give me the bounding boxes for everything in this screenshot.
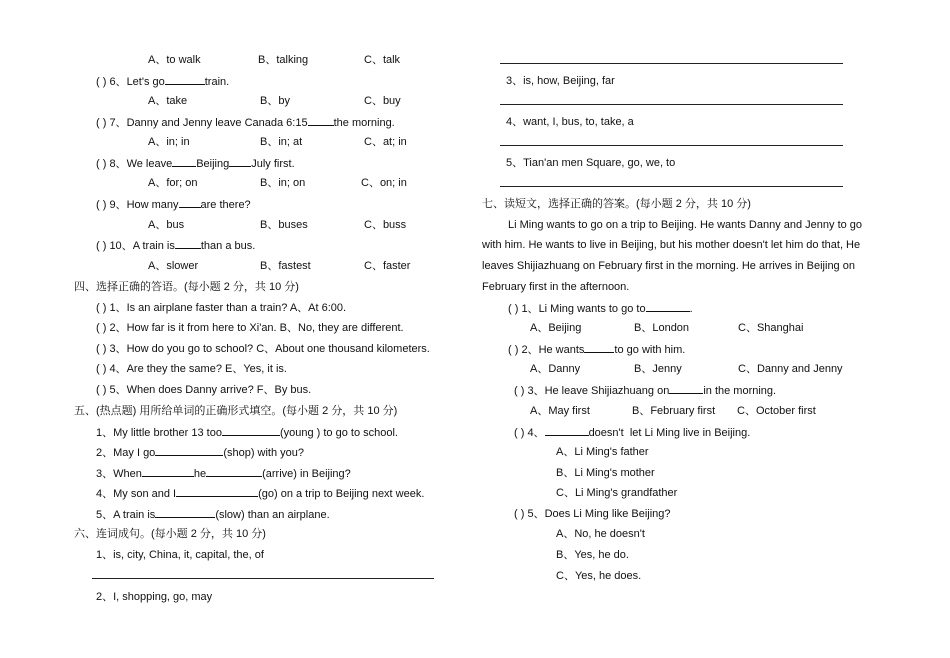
section-6-title: 六、连词成句。(每小题 2 分，共 10 分) bbox=[74, 528, 266, 540]
q10-opt-b: B、fastest bbox=[260, 260, 311, 272]
answer-paren: ( ) 1、 bbox=[96, 302, 127, 314]
sec4-item: ( ) 3、How do you go to school? C、About one thousand kilometers. bbox=[96, 343, 430, 355]
q5-opt-a: A、to walk bbox=[148, 54, 201, 66]
fill-blank[interactable] bbox=[155, 445, 223, 456]
answer-paren: ( ) 7、 bbox=[96, 117, 127, 129]
rq4-opt-c: C、Li Ming's grandfather bbox=[556, 487, 678, 499]
fill-blank[interactable] bbox=[175, 238, 201, 249]
rq2-opt-a: A、Danny bbox=[530, 363, 581, 375]
q6-opt-b: B、by bbox=[260, 95, 290, 107]
answer-line[interactable] bbox=[500, 104, 843, 105]
fill-blank[interactable] bbox=[646, 301, 690, 312]
passage-line: leaves Shijiazhuang on February first in the morning. He arrives in Beijing on bbox=[482, 260, 855, 272]
answer-paren: ( ) 5、 bbox=[96, 384, 127, 396]
answer-line[interactable] bbox=[500, 186, 843, 187]
question-8: ( ) 8、We leave Beijing July first. bbox=[96, 158, 295, 170]
reading-question-1: ( ) 1、Li Ming wants to go to . bbox=[508, 303, 693, 315]
fill-blank[interactable] bbox=[669, 383, 703, 394]
question-6: ( ) 6、Let's go train. bbox=[96, 76, 230, 88]
rq5-opt-b: B、Yes, he do. bbox=[556, 549, 629, 561]
answer-paren: ( ) 10、 bbox=[96, 240, 133, 252]
sec5-item: 3、When he (arrive) in Beijing? bbox=[96, 468, 351, 480]
rq5-opt-c: C、Yes, he does. bbox=[556, 570, 642, 582]
sec5-item: 5、A train is (slow) than an airplane. bbox=[96, 509, 330, 521]
sec4-item: ( ) 2、How far is it from here to Xi'an. B、No, they are different. bbox=[96, 322, 404, 334]
fill-blank[interactable] bbox=[179, 197, 201, 208]
reading-question-3: ( ) 3、He leave Shijiazhuang on in the morning. bbox=[514, 385, 777, 397]
sec6-item-1: 1、is, city, China, it, capital, the, of bbox=[96, 549, 264, 561]
sec4-item: ( ) 1、Is an airplane faster than a train? A、At 6:00. bbox=[96, 302, 347, 314]
question-9: ( ) 9、How many are there? bbox=[96, 199, 251, 211]
answer-paren: ( ) 6、 bbox=[96, 76, 127, 88]
passage-line: February first in the afternoon. bbox=[482, 281, 630, 293]
fill-blank[interactable] bbox=[155, 507, 215, 518]
q7-opt-a: A、in; in bbox=[148, 136, 190, 148]
sec6-item-2: 2、I, shopping, go, may bbox=[96, 591, 213, 603]
rq5-opt-a: A、No, he doesn't bbox=[556, 528, 645, 540]
fill-blank[interactable] bbox=[172, 156, 196, 167]
sec4-item: ( ) 4、Are they the same? E、Yes, it is. bbox=[96, 363, 287, 375]
fill-blank[interactable] bbox=[165, 74, 205, 85]
rq3-opt-a: A、May first bbox=[530, 405, 590, 417]
passage-line: with him. He wants to live in Beijing, but his mother doesn't let him do that, He bbox=[482, 239, 861, 251]
q7-opt-b: B、in; at bbox=[260, 136, 303, 148]
sec6-item-4: 4、want, I, bus, to, take, a bbox=[506, 116, 634, 128]
section-5-title: 五、(热点题) 用所给单词的正确形式填空。(每小题 2 分，共 10 分) bbox=[74, 405, 398, 417]
question-10: ( ) 10、A train is than a bus. bbox=[96, 240, 256, 252]
answer-paren: ( ) 1、 bbox=[508, 303, 539, 315]
fill-blank[interactable] bbox=[222, 425, 280, 436]
q5-opt-c: C、talk bbox=[364, 54, 401, 66]
q5-opt-b: B、talking bbox=[258, 54, 309, 66]
fill-blank[interactable] bbox=[142, 466, 194, 477]
q7-opt-c: C、at; in bbox=[364, 136, 407, 148]
question-7: ( ) 7、Danny and Jenny leave Canada 6:15 the morning. bbox=[96, 117, 395, 129]
fill-blank[interactable] bbox=[308, 115, 334, 126]
sec6-item-5: 5、Tian'an men Square, go, we, to bbox=[506, 157, 676, 169]
q8-opt-a: A、for; on bbox=[148, 177, 198, 189]
rq1-opt-b: B、London bbox=[634, 322, 690, 334]
sec5-item: 2、May I go (shop) with you? bbox=[96, 447, 305, 459]
sec5-item: 4、My son and I (go) on a trip to Beijing next week. bbox=[96, 488, 425, 500]
rq4-opt-b: B、Li Ming's mother bbox=[556, 467, 655, 479]
answer-paren: ( ) 9、 bbox=[96, 199, 127, 211]
reading-question-5: ( ) 5、Does Li Ming like Beijing? bbox=[514, 508, 671, 520]
fill-blank[interactable] bbox=[176, 486, 258, 497]
fill-blank[interactable] bbox=[584, 342, 614, 353]
reading-question-2: ( ) 2、He wants to go with him. bbox=[508, 344, 686, 356]
answer-paren: ( ) 2、 bbox=[96, 322, 127, 334]
section-4-title: 四、选择正确的答语。(每小题 2 分，共 10 分) bbox=[74, 281, 299, 293]
q9-opt-a: A、bus bbox=[148, 219, 185, 231]
fill-blank[interactable] bbox=[545, 425, 589, 436]
rq2-opt-c: C、Danny and Jenny bbox=[738, 363, 843, 375]
fill-blank[interactable] bbox=[206, 466, 262, 477]
q8-opt-c: C、on; in bbox=[361, 177, 407, 189]
rq3-opt-c: C、October first bbox=[737, 405, 816, 417]
reading-question-4: ( ) 4、 doesn't let Li Ming live in Beijing. bbox=[514, 427, 751, 439]
answer-line[interactable] bbox=[500, 145, 843, 146]
q6-opt-c: C、buy bbox=[364, 95, 401, 107]
rq4-opt-a: A、Li Ming's father bbox=[556, 446, 649, 458]
q9-opt-b: B、buses bbox=[260, 219, 308, 231]
answer-paren: ( ) 5、 bbox=[514, 508, 545, 520]
answer-paren: ( ) 8、 bbox=[96, 158, 127, 170]
fill-blank[interactable] bbox=[229, 156, 251, 167]
answer-line[interactable] bbox=[500, 63, 843, 64]
answer-paren: ( ) 3、 bbox=[96, 343, 127, 355]
sec5-item: 1、My little brother 13 too (young ) to go to school. bbox=[96, 427, 398, 439]
rq2-opt-b: B、Jenny bbox=[634, 363, 682, 375]
q10-opt-c: C、faster bbox=[364, 260, 411, 272]
rq1-opt-a: A、Beijing bbox=[530, 322, 582, 334]
answer-line[interactable] bbox=[92, 578, 434, 579]
q9-opt-c: C、buss bbox=[364, 219, 407, 231]
rq3-opt-b: B、February first bbox=[632, 405, 716, 417]
passage-line: Li Ming wants to go on a trip to Beijing. He wants Danny and Jenny to go bbox=[508, 219, 863, 231]
section-7-title: 七、读短文，选择正确的答案。(每小题 2 分，共 10 分) bbox=[482, 198, 751, 210]
rq1-opt-c: C、Shanghai bbox=[738, 322, 804, 334]
answer-paren: ( ) 4、 bbox=[96, 363, 127, 375]
q8-opt-b: B、in; on bbox=[260, 177, 306, 189]
sec4-item: ( ) 5、When does Danny arrive? F、By bus. bbox=[96, 384, 312, 396]
answer-paren: ( ) 4、 bbox=[514, 427, 545, 439]
sec6-item-3: 3、is, how, Beijing, far bbox=[506, 75, 615, 87]
q6-opt-a: A、take bbox=[148, 95, 188, 107]
q10-opt-a: A、slower bbox=[148, 260, 199, 272]
answer-paren: ( ) 2、 bbox=[508, 344, 539, 356]
answer-paren: ( ) 3、 bbox=[514, 385, 545, 397]
